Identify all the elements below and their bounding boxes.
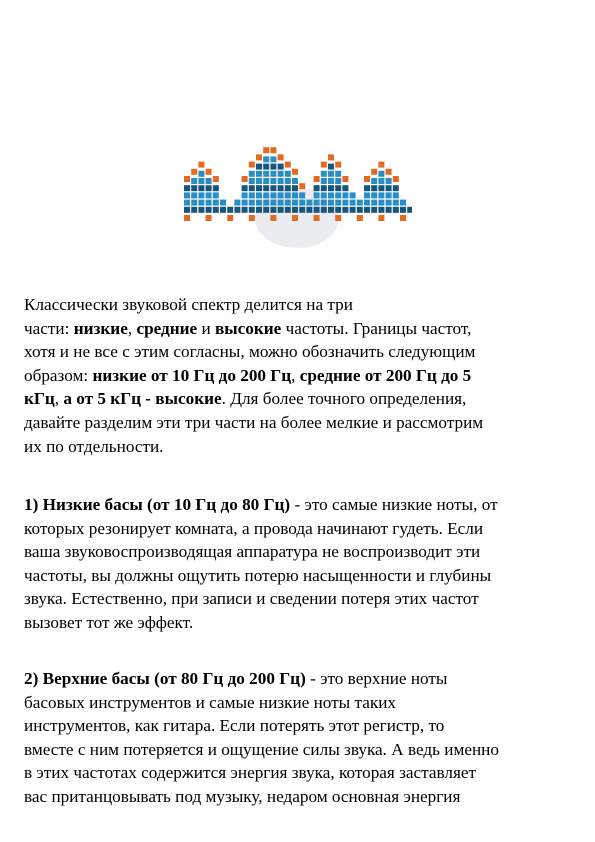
equalizer-cube xyxy=(270,178,276,184)
equalizer-cube xyxy=(342,207,348,213)
section-upper-bass-line-2: басовых инструментов и самые низкие ноты таких xyxy=(24,692,397,712)
equalizer-cube xyxy=(198,207,204,213)
equalizer-cube xyxy=(371,207,377,213)
equalizer-cube xyxy=(335,207,341,213)
equalizer-cube xyxy=(213,207,219,213)
equalizer-base-cube xyxy=(184,215,190,221)
equalizer-cube xyxy=(335,171,341,177)
equalizer-cube xyxy=(350,200,356,206)
equalizer-cube xyxy=(256,207,262,213)
equalizer-cube xyxy=(198,178,204,184)
equalizer-peak xyxy=(213,176,219,182)
equalizer-cube xyxy=(249,200,255,206)
equalizer-peak xyxy=(386,169,392,175)
equalizer-cube xyxy=(198,200,204,206)
equalizer-cube xyxy=(335,178,341,184)
equalizer-cube xyxy=(357,200,363,206)
equalizer-cube xyxy=(184,207,190,213)
intro-line-5: кГц, а от 5 кГц - высокие. Для более точного определения, xyxy=(24,389,467,409)
equalizer-cube xyxy=(242,200,248,206)
equalizer-peak xyxy=(270,147,276,153)
equalizer-cube xyxy=(321,178,327,184)
equalizer-cube xyxy=(184,185,190,191)
equalizer-base-cube xyxy=(292,215,298,221)
equalizer-cube xyxy=(263,207,269,213)
equalizer-cube xyxy=(278,200,284,206)
section-low-bass-line-3: ваша звуковоспроизводящая аппаратура не воспроизводит эти xyxy=(24,542,481,562)
equalizer-cube xyxy=(213,192,219,198)
equalizer-cube xyxy=(407,207,412,213)
equalizer-peak xyxy=(278,154,284,160)
equalizer-cube xyxy=(393,192,399,198)
equalizer-base-cube xyxy=(227,215,233,221)
equalizer-cube xyxy=(198,171,204,177)
equalizer-cube xyxy=(184,200,190,206)
equalizer-cube xyxy=(256,192,262,198)
equalizer-peak xyxy=(393,176,399,182)
equalizer-cube xyxy=(263,192,269,198)
equalizer-peak xyxy=(335,162,341,168)
equalizer-cube xyxy=(364,200,370,206)
equalizer-cube xyxy=(386,178,392,184)
equalizer-cube xyxy=(270,200,276,206)
equalizer-cube xyxy=(328,185,334,191)
equalizer-cube xyxy=(400,207,406,213)
equalizer-cube xyxy=(234,200,240,206)
equalizer-cube xyxy=(393,200,399,206)
equalizer-cube xyxy=(270,207,276,213)
equalizer-cube xyxy=(198,192,204,198)
equalizer-cube xyxy=(299,192,305,198)
equalizer-cube xyxy=(400,200,406,206)
term-high: высокие xyxy=(214,318,282,338)
equalizer-cube xyxy=(285,178,291,184)
equalizer-cube xyxy=(263,178,269,184)
intro-line-2: части: низкие, средние и высокие частоты. Границы частот, xyxy=(24,318,472,338)
range-low: низкие от 10 Гц до 200 Гц xyxy=(92,365,292,385)
equalizer-cube xyxy=(198,185,204,191)
equalizer-cube xyxy=(328,192,334,198)
equalizer-cube xyxy=(342,192,348,198)
section-low-bass xyxy=(24,493,576,635)
equalizer-cube xyxy=(278,192,284,198)
equalizer-cube xyxy=(371,185,377,191)
equalizer-cube xyxy=(278,207,284,213)
equalizer-cube xyxy=(256,178,262,184)
equalizer-cube xyxy=(321,192,327,198)
equalizer-cube xyxy=(249,185,255,191)
equalizer-cube xyxy=(249,171,255,177)
equalizer-cube xyxy=(206,192,212,198)
equalizer-cube xyxy=(184,192,190,198)
equalizer-cube xyxy=(206,200,212,206)
equalizer-cube xyxy=(328,178,334,184)
equalizer-base-cube xyxy=(270,215,276,221)
equalizer-cube xyxy=(270,156,276,162)
equalizer-cube xyxy=(292,185,298,191)
section-low-bass-line-5: звука. Естественно, при записи и сведении потеря этих частот xyxy=(24,589,479,609)
equalizer-base-cube xyxy=(335,215,341,221)
equalizer-cube xyxy=(278,178,284,184)
section-upper-bass-line-1: 2) Верхние басы (от 80 Гц до 200 Гц) - это верхние ноты xyxy=(24,669,448,688)
equalizer-peak xyxy=(249,162,255,168)
equalizer-cube xyxy=(285,207,291,213)
equalizer-cube xyxy=(270,164,276,170)
equalizer-cube xyxy=(270,192,276,198)
equalizer-peak xyxy=(256,154,262,160)
equalizer-cube xyxy=(285,200,291,206)
equalizer-cube xyxy=(249,207,255,213)
equalizer-cube xyxy=(314,192,320,198)
equalizer-cube xyxy=(299,200,305,206)
equalizer-cube xyxy=(285,185,291,191)
equalizer-cube xyxy=(342,185,348,191)
equalizer-cube xyxy=(263,171,269,177)
intro-line-3: хотя и не все с этим согласны, можно обозначить следующим xyxy=(24,342,476,362)
equalizer-cube xyxy=(386,207,392,213)
equalizer-cube xyxy=(263,164,269,170)
equalizer-base-cube xyxy=(206,215,212,221)
equalizer-cube xyxy=(371,178,377,184)
equalizer-cube xyxy=(386,185,392,191)
equalizer-cube xyxy=(256,185,262,191)
equalizer-peak xyxy=(364,176,370,182)
equalizer-base-cube xyxy=(400,215,406,221)
equalizer-cube xyxy=(393,185,399,191)
equalizer-cube xyxy=(328,164,334,170)
section-upper-bass-heading: 2) Верхние басы (от 80 Гц до 200 Гц) xyxy=(24,669,306,688)
equalizer-cube xyxy=(242,192,248,198)
equalizer-peak xyxy=(292,169,298,175)
intro-line-6: давайте разделим эти три части на более мелкие и рассмотрим xyxy=(24,412,484,432)
equalizer-cube xyxy=(206,185,212,191)
equalizer-cube xyxy=(191,178,197,184)
equalizer-cube xyxy=(342,200,348,206)
equalizer-peak xyxy=(314,176,320,182)
equalizer-cube xyxy=(191,185,197,191)
equalizer-cube xyxy=(191,207,197,213)
intro-paragraph xyxy=(24,293,576,458)
equalizer-peak xyxy=(342,176,348,182)
equalizer-cube xyxy=(263,200,269,206)
section-low-bass-line-6: вызовет тот же эффект. xyxy=(24,612,194,632)
term-low: низкие xyxy=(73,318,128,338)
equalizer-cube xyxy=(335,185,341,191)
equalizer-cube xyxy=(292,207,298,213)
intro-line-4: образом: низкие от 10 Гц до 200 Гц, средние от 200 Гц до 5 xyxy=(24,365,472,385)
equalizer-cube xyxy=(386,192,392,198)
equalizer-cube xyxy=(256,200,262,206)
equalizer-cube xyxy=(371,192,377,198)
equalizer-cube xyxy=(299,207,305,213)
equalizer-cube xyxy=(285,171,291,177)
equalizer-peak xyxy=(299,183,305,189)
equalizer-cube xyxy=(378,207,384,213)
equalizer-cube xyxy=(270,171,276,177)
equalizer-peak xyxy=(184,176,190,182)
equalizer-peak xyxy=(206,169,212,175)
equalizer-cube xyxy=(227,207,233,213)
equalizer-cube xyxy=(191,192,197,198)
equalizer-cube xyxy=(292,192,298,198)
section-upper-bass-line-3: инструментов, как гитара. Если потерять этот регистр, то xyxy=(24,716,445,736)
equalizer-cube xyxy=(278,164,284,170)
equalizer-cube xyxy=(242,207,248,213)
equalizer-cube xyxy=(256,171,262,177)
equalizer-cube xyxy=(206,207,212,213)
section-upper-bass-line-5: в этих частотах содержится энергия звука, которая заставляет xyxy=(24,763,477,783)
equalizer-cube xyxy=(278,185,284,191)
equalizer-peak xyxy=(371,169,377,175)
equalizer-cube xyxy=(242,185,248,191)
equalizer-base-cube xyxy=(314,215,320,221)
equalizer-base-cube xyxy=(357,215,363,221)
equalizer-cube xyxy=(314,200,320,206)
equalizer-cube xyxy=(378,200,384,206)
equalizer-cube xyxy=(263,156,269,162)
equalizer-peak xyxy=(378,162,384,168)
equalizer-cube xyxy=(213,185,219,191)
equalizer-cube xyxy=(378,171,384,177)
equalizer-peak xyxy=(263,147,269,153)
equalizer-peak xyxy=(328,154,334,160)
equalizer-icon xyxy=(182,118,412,253)
equalizer-cube xyxy=(206,178,212,184)
equalizer-cube xyxy=(378,178,384,184)
equalizer-cube xyxy=(306,207,312,213)
equalizer-cube xyxy=(314,185,320,191)
section-upper-bass xyxy=(24,667,576,809)
equalizer-peak xyxy=(191,169,197,175)
equalizer-peak xyxy=(242,176,248,182)
equalizer-cube xyxy=(292,200,298,206)
equalizer-cube xyxy=(328,200,334,206)
equalizer-cube xyxy=(191,200,197,206)
equalizer-cube xyxy=(321,207,327,213)
equalizer-cube xyxy=(364,192,370,198)
equalizer-cube xyxy=(350,192,356,198)
equalizer-cube xyxy=(314,207,320,213)
equalizer-cube xyxy=(285,192,291,198)
equalizer-cube xyxy=(364,185,370,191)
equalizer-cube xyxy=(292,178,298,184)
equalizer-peak xyxy=(285,162,291,168)
section-low-bass-line-1: 1) Низкие басы (от 10 Гц до 80 Гц) - это самые низкие ноты, от xyxy=(24,495,498,514)
range-mid-end: кГц xyxy=(24,389,55,409)
equalizer-cube xyxy=(249,192,255,198)
equalizer-cube xyxy=(213,200,219,206)
section-low-bass-line-4: частоты, вы должны ощутить потерю насыщенности и глубины xyxy=(24,565,492,585)
equalizer-cube xyxy=(278,171,284,177)
equalizer-cube xyxy=(321,200,327,206)
intro-line-1: Классически звуковой спектр делится на три xyxy=(24,295,353,314)
equalizer-cube xyxy=(256,164,262,170)
equalizer-cube xyxy=(386,200,392,206)
equalizer-base-cube xyxy=(378,215,384,221)
equalizer-cube xyxy=(378,192,384,198)
equalizer-cube xyxy=(335,192,341,198)
range-mid: средние от 200 Гц до 5 xyxy=(299,365,472,385)
equalizer-cube xyxy=(220,207,226,213)
equalizer-cube xyxy=(328,171,334,177)
equalizer-peak xyxy=(321,162,327,168)
equalizer-cube xyxy=(364,207,370,213)
equalizer-cube xyxy=(350,207,356,213)
section-low-bass-line-2: которых резонирует комната, а провода начинают гудеть. Если xyxy=(24,518,484,538)
equalizer-cube xyxy=(357,207,363,213)
equalizer-base-cube xyxy=(249,215,255,221)
equalizer-cube xyxy=(306,200,312,206)
equalizer-cube xyxy=(220,200,226,206)
section-upper-bass-line-6: вас пританцовывать под музыку, недаром основная энергия xyxy=(24,786,461,806)
equalizer-cube xyxy=(335,200,341,206)
equalizer-cube xyxy=(270,185,276,191)
intro-line-7: их по отдельности. xyxy=(24,436,164,456)
equalizer-cube xyxy=(371,200,377,206)
equalizer-cube xyxy=(249,178,255,184)
equalizer-cube xyxy=(321,171,327,177)
equalizer-peak xyxy=(198,162,204,168)
equalizer-cube xyxy=(263,185,269,191)
term-mid: средние xyxy=(136,318,198,338)
equalizer-cube xyxy=(393,207,399,213)
section-upper-bass-line-4: вместе с ним потеряется и ощущение силы звука. А ведь именно xyxy=(24,739,499,759)
equalizer-cube xyxy=(378,185,384,191)
section-low-bass-heading: 1) Низкие басы (от 10 Гц до 80 Гц) xyxy=(24,495,291,514)
range-high: а от 5 кГц - высокие xyxy=(63,389,222,409)
equalizer-cube xyxy=(234,207,240,213)
equalizer-cube xyxy=(321,185,327,191)
equalizer-cube xyxy=(328,207,334,213)
